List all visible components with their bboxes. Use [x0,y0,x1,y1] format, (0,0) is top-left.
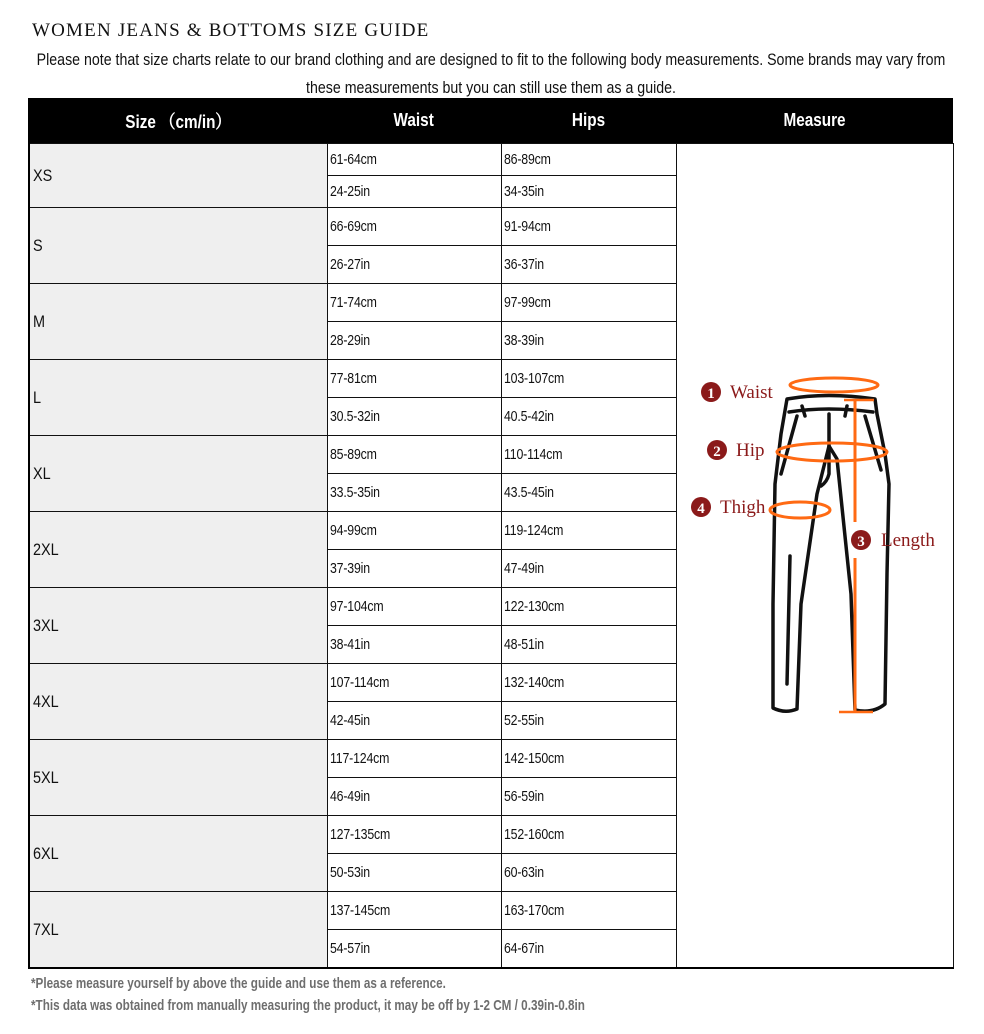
size-cell [29,892,327,969]
hips-in-cell [501,626,676,664]
label-hip-text: Hip [735,440,764,461]
waist-in-cell-value: 46-49in [329,788,370,805]
waist-in-cell [327,626,501,664]
pants-measurement-illustration [677,144,953,970]
hips-cm-cell [501,144,676,176]
waist-in-cell [327,854,501,892]
hips-in-cell [501,854,676,892]
hips-cm-cell-value: 110-114cm [503,446,562,463]
waist-cm-cell [327,588,501,626]
label-length-number: 3 [856,534,865,550]
waist-in-cell-value: 30.5-32in [329,408,380,425]
waist-in-cell-value: 42-45in [329,712,370,729]
size-label: 2XL [33,539,59,559]
waist-in-cell [327,176,501,208]
measure-cell [676,144,953,969]
hips-in-cell-value: 52-55in [503,712,544,729]
hips-cm-cell-value: 86-89cm [503,151,551,168]
waist-cm-cell-value: 66-69cm [329,218,377,235]
hips-in-cell [501,550,676,588]
hips-cm-cell [501,360,676,398]
label-waist-number: 1 [706,386,715,402]
size-cell [29,284,327,360]
hips-cm-cell [501,512,676,550]
size-cell [29,664,327,740]
waist-cm-cell [327,892,501,930]
hips-in-cell [501,322,676,360]
table-body [29,144,953,969]
hips-cm-cell-value: 122-130cm [503,598,564,615]
hips-in-cell [501,398,676,436]
waist-cm-cell-value: 71-74cm [329,294,377,311]
waist-cm-cell-value: 107-114cm [329,674,389,691]
size-cell [29,588,327,664]
hips-in-cell-value: 34-35in [503,183,544,200]
footnote-measure-yourself: *Please measure yourself by above the guide and use them as a reference. [31,975,446,992]
waist-cm-cell [327,512,501,550]
size-label: L [33,387,42,407]
waist-cm-cell-value: 117-124cm [329,750,389,767]
size-cell [29,816,327,892]
waist-in-cell [327,246,501,284]
header-waist [327,98,501,144]
waist-cm-cell-value: 94-99cm [329,522,377,539]
hips-in-cell-value: 60-63in [503,864,544,881]
size-label: XL [33,463,51,483]
hips-cm-cell [501,740,676,778]
size-label: XS [33,165,53,185]
label-waist-text: Waist [729,382,773,403]
waist-cm-cell-value: 97-104cm [329,598,383,615]
waist-in-cell-value: 38-41in [329,636,370,653]
footnote-measurement-tolerance: *This data was obtained from manually measuring the product, it may be off by 1-2 CM / 0.39in-0.8in [31,997,585,1014]
waist-cm-cell [327,208,501,246]
hips-in-cell [501,778,676,816]
size-label: 3XL [33,615,59,635]
label-thigh-text: Thigh [719,497,765,518]
header-size [29,98,327,144]
hips-cm-cell-value: 142-150cm [503,750,564,767]
size-label: S [33,235,43,255]
table-row-xs-cm [29,144,953,176]
hips-cm-cell-value: 152-160cm [503,826,564,843]
header-size-label: Size （cm/in） [125,111,232,132]
waist-in-cell-value: 37-39in [329,560,370,577]
label-hip-number: 2 [712,444,721,460]
size-label: 4XL [33,691,59,711]
waist-in-cell-value: 50-53in [329,864,370,881]
size-label: 7XL [33,919,59,939]
header-hips [501,98,676,144]
size-cell [29,512,327,588]
hips-cm-cell [501,284,676,322]
hips-in-cell [501,176,676,208]
hips-cm-cell [501,892,676,930]
hips-in-cell-value: 43.5-45in [503,484,554,501]
waist-in-cell [327,778,501,816]
waist-in-cell-value: 24-25in [329,183,370,200]
intro-text: Please note that size charts relate to our brand clothing and are designed to fit to the following body measurements. Some brands may vary from these measurements but you can still use them as a guide. [36,51,946,97]
waist-in-cell-value: 33.5-35in [329,484,380,501]
header-waist-label: Waist [393,110,435,130]
thigh-measure-ellipse [770,502,830,518]
waist-in-cell [327,322,501,360]
hips-in-cell-value: 47-49in [503,560,544,577]
waist-cm-cell-value: 137-145cm [329,902,390,919]
size-label: M [33,311,46,331]
waist-in-cell [327,398,501,436]
waist-cm-cell [327,360,501,398]
hips-cm-cell-value: 103-107cm [503,370,564,387]
hips-in-cell [501,246,676,284]
waist-cm-cell [327,144,501,176]
hips-cm-cell [501,664,676,702]
waist-cm-cell [327,436,501,474]
waist-in-cell-value: 26-27in [329,256,370,273]
waist-cm-cell-value: 61-64cm [329,151,377,168]
intro-note [36,46,946,102]
waist-cm-cell-value: 77-81cm [329,370,377,387]
waist-measure-ellipse [790,378,878,392]
label-length-text: Length [880,530,935,551]
size-cell [29,208,327,284]
label-thigh-number: 4 [696,501,705,517]
table-header-row [29,98,953,144]
hips-cm-cell-value: 97-99cm [503,294,551,311]
label-length [851,530,935,551]
header-measure-label: Measure [783,110,846,130]
hips-in-cell-value: 56-59in [503,788,544,805]
label-waist [701,382,774,403]
waist-cm-cell-value: 127-135cm [329,826,390,843]
hips-cm-cell [501,208,676,246]
waist-in-cell [327,930,501,969]
hips-cm-cell [501,436,676,474]
hips-in-cell-value: 64-67in [503,940,544,957]
hips-cm-cell-value: 163-170cm [503,902,564,919]
size-table [28,98,954,969]
size-label: 6XL [33,843,59,863]
size-cell [29,360,327,436]
measure-diagram [677,144,953,974]
hips-in-cell [501,474,676,512]
hips-in-cell-value: 36-37in [503,256,544,273]
header-hips-label: Hips [571,110,606,130]
size-cell [29,436,327,512]
page-title: WOMEN JEANS & BOTTOMS SIZE GUIDE [32,20,430,41]
waist-cm-cell-value: 85-89cm [329,446,377,463]
waist-in-cell [327,702,501,740]
hips-cm-cell-value: 119-124cm [503,522,563,539]
size-cell [29,740,327,816]
hips-in-cell-value: 40.5-42in [503,408,554,425]
waist-cm-cell [327,816,501,854]
hips-in-cell [501,930,676,969]
hips-cm-cell [501,588,676,626]
hips-in-cell-value: 48-51in [503,636,544,653]
waist-cm-cell [327,664,501,702]
header-measure [676,98,953,144]
waist-cm-cell [327,740,501,778]
hips-cm-cell [501,816,676,854]
label-thigh [691,497,766,518]
label-hip [707,440,765,461]
size-label: 5XL [33,767,59,787]
hips-in-cell [501,702,676,740]
hips-cm-cell-value: 91-94cm [503,218,551,235]
waist-in-cell [327,474,501,512]
hips-in-cell-value: 38-39in [503,332,544,349]
waist-in-cell [327,550,501,588]
waist-in-cell-value: 54-57in [329,940,370,957]
size-cell [29,144,327,208]
waist-cm-cell [327,284,501,322]
hips-cm-cell-value: 132-140cm [503,674,564,691]
waist-in-cell-value: 28-29in [329,332,370,349]
